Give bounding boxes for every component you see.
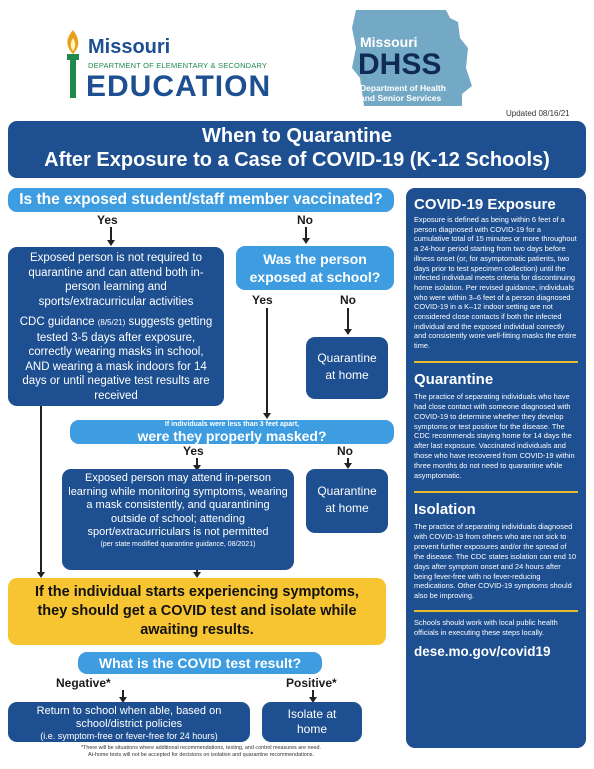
title-banner [8, 121, 586, 178]
dhss-abbr: DHSS [358, 48, 442, 81]
cdc-guidance-label: CDC guidance [19, 316, 95, 328]
dhss-name: Department of Health and Senior Services [360, 83, 446, 103]
covid-url[interactable]: dese.mo.gov/covid19 [414, 644, 551, 660]
title-line2: After Exposure to a Case of COVID-19 (K-12 Schools) [44, 149, 550, 171]
torch-icon [60, 28, 86, 100]
exposure-title: COVID-19 Exposure [414, 196, 556, 213]
exposure-text: Exposure is defined as being within 6 feet of a person diagnosed with COVID-19 for a cumulative total of 15 minutes or more throughout a 24-hour period starting from two days before illness onset (or, for asymptomatic patients, two days prior to test specimen collection) until the infected individual meets criteria for discontinuing home isolation. Per revised guidance, individuals who were within 3–6 feet of a person diagnosed COVID-19 in a K–12 indoor setting are not considered close contacts if both the infected individual and the exposed individual correctly and consistently wore well-fitting masks the entire time. [414, 215, 577, 351]
question-vaccinated: Is the exposed student/staff member vaccinated? [8, 188, 394, 212]
logo-education: EDUCATION [86, 70, 272, 103]
box-return-to-school [8, 702, 250, 742]
box-isolate-home: Isolate at home [262, 702, 362, 742]
masked-question: were they properly masked? [137, 428, 327, 444]
quarantine-title: Quarantine [414, 370, 494, 388]
dhss-logo [350, 8, 472, 108]
box-quarantine-home-1: Quarantine at home [306, 337, 388, 399]
logo-missouri: Missouri [88, 36, 171, 58]
vaccinated-text-2 [16, 315, 216, 403]
title-line1: When to Quarantine [202, 125, 392, 147]
sidebar-definitions [406, 188, 586, 748]
dhss-state: Missouri [360, 34, 418, 50]
work-text: Schools should work with local public health officials in executing these steps locally. [414, 618, 558, 638]
cdc-guidance-date: (8/5/21) [97, 318, 126, 327]
label-positive: Positive* [286, 676, 337, 690]
isolation-text: The practice of separating individuals diagnosed with COVID-19 from others who are not sick to prevent further exposures and/or the spread of the disease. The CDC states isolation can end 10 days after symptom onset and 24 hours after being fever-free with no fever-reducing medications. Other COVID-19 symptoms should also be improving. [414, 522, 577, 601]
label-yes-school: Yes [252, 293, 273, 307]
divider-1 [414, 361, 578, 363]
box-quarantine-home-2: Quarantine at home [306, 469, 388, 533]
dese-logo [48, 28, 298, 108]
label-no-school: No [340, 293, 356, 307]
label-negative: Negative* [56, 676, 111, 690]
symptoms-instruction: If the individual starts experiencing symptoms, they should get a COVID test and isolate while awaiting results. [8, 578, 386, 645]
return-note: (i.e. symptom-free or fever-free for 24 hours) [40, 731, 218, 741]
footnote-1: *There will be situations where additional recommendations, testing, and control measures are need. [80, 745, 321, 751]
label-yes-masked: Yes [183, 444, 204, 458]
cdc-guidance-text: suggests getting tested 3-5 days after exposure, correctly wearing masks in school, AND wearing a mask indoors for 14 days or until negative test results are received [22, 316, 213, 402]
masked-guidance-text: Exposed person may attend in-person learning while monitoring symptoms, wearing a mask consistently, and quarantining outside of school; attending sport/extracurriculars is not permitted [68, 472, 288, 538]
masked-qualifier: If individuals were less than 3 feet apart, [164, 421, 300, 428]
label-yes-vaccinated: Yes [97, 213, 118, 227]
question-test-result: What is the COVID test result? [78, 652, 322, 674]
isolation-title: Isolation [414, 501, 476, 518]
vaccinated-text-1: Exposed person is not required to quarantine and can attend both in-person learning and sports/extracurricular activities [28, 252, 204, 308]
divider-2 [414, 491, 578, 493]
updated-date: Updated 08/16/21 [506, 109, 570, 118]
label-no-masked: No [337, 444, 353, 458]
return-text: Return to school when able, based on school/district policies [36, 705, 222, 730]
question-exposed-at-school: Was the person exposed at school? [236, 246, 394, 290]
label-no-vaccinated: No [297, 213, 313, 227]
divider-3 [414, 610, 578, 612]
logo-dept: DEPARTMENT OF ELEMENTARY & SECONDARY [88, 61, 268, 70]
masked-guidance-note: (per state modified quarantine guidance, 08/2021) [100, 540, 256, 548]
footnote-2: At-home tests will not be accepted for decisions on isolation and quarantine recommendations. [88, 752, 314, 758]
box-vaccinated-guidance [8, 247, 224, 406]
question-properly-masked [70, 420, 394, 444]
box-masked-guidance [62, 469, 294, 570]
quarantine-text: The practice of separating individuals who have had close contact with someone diagnosed with COVID-19 to determine whether they develop symptoms or test positive for the disease. The CDC recommends staying home for 14 days the after last exposure. Vaccinated individuals and those who have recovered from COVID-19 within three months do not need to quarantine while asymptomatic. [414, 391, 575, 481]
